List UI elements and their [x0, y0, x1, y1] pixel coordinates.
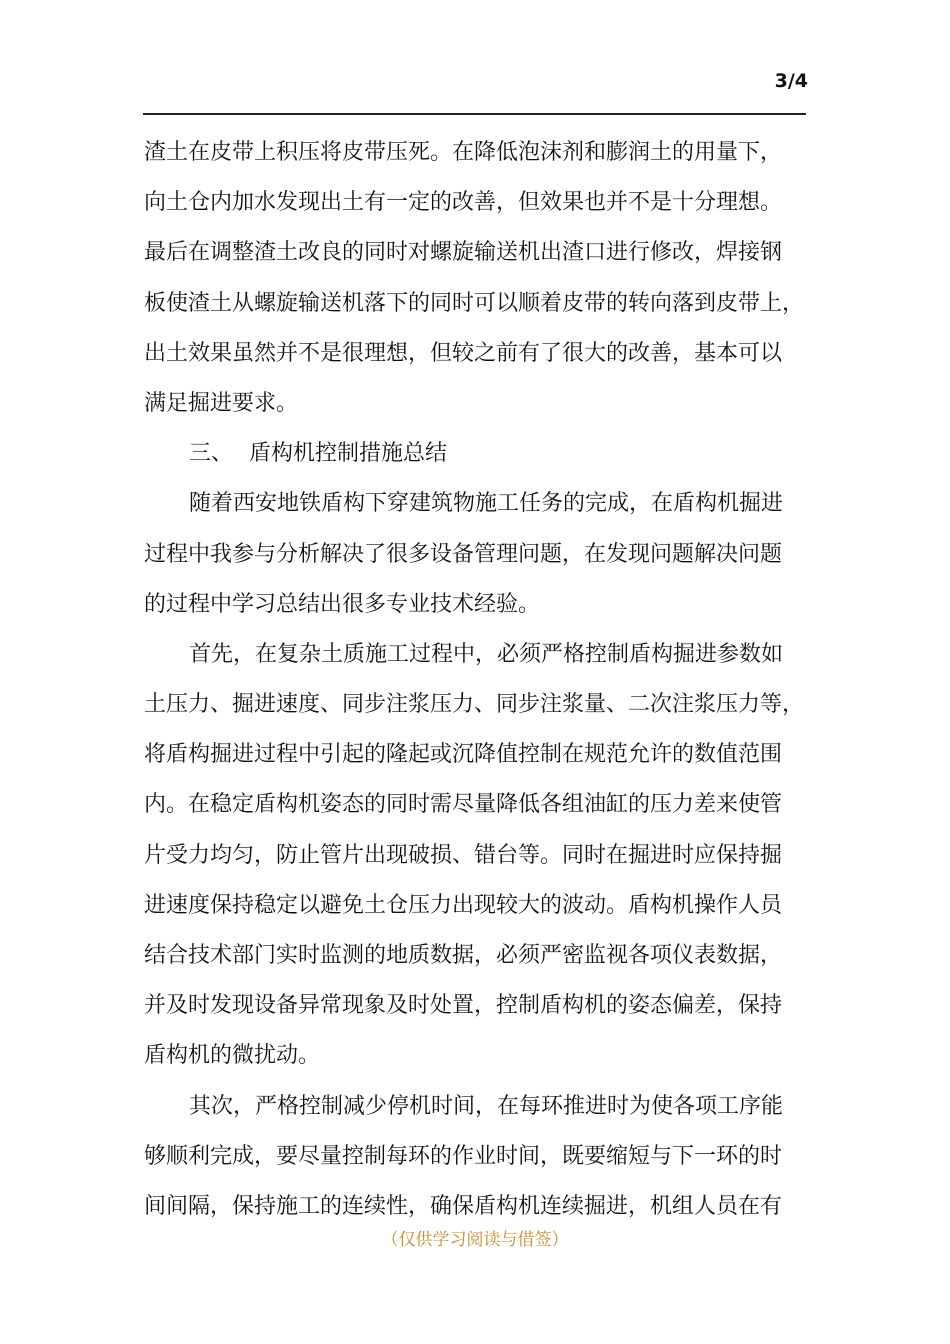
text-line: 间间隔，保持施工的连续性，确保盾构机连续掘进，机组人员在有	[144, 1193, 783, 1219]
footer-note: （仅供学习阅读与借签）	[381, 1230, 569, 1250]
document-body	[144, 128, 816, 1232]
text-line: 结合技术部门实时监测的地质数据，必须严密监视各项仪表数据，	[144, 943, 783, 968]
page-number: 3/4	[774, 70, 808, 92]
header-rule	[143, 113, 806, 115]
section-heading-title: 盾构机控制措施总结	[249, 441, 448, 467]
text-line: 满足掘进要求。	[144, 390, 299, 416]
text-line: 将盾构掘进过程中引起的隆起或沉降值控制在规范允许的数值范围	[144, 742, 783, 768]
section-heading	[144, 429, 816, 479]
text-line: 其次，严格控制减少停机时间，在每环推进时为使各项工序能	[189, 1093, 784, 1119]
paragraph-continued	[144, 128, 816, 429]
text-line: 的过程中学习总结出很多专业技术经验。	[144, 591, 541, 617]
section-heading-number: 三、	[189, 441, 234, 467]
text-line: 首先，在复杂土质施工过程中，必须严格控制盾构掘进参数如	[189, 641, 784, 667]
text-line: 板使渣土从螺旋输送机落下的同时可以顺着皮带的转向落到皮带上，	[144, 290, 805, 316]
text-line: 盾构机的微扰动。	[144, 1043, 321, 1069]
paragraph	[144, 479, 816, 630]
text-line: 出土效果虽然并不是很理想，但较之前有了很大的改善，基本可以	[144, 340, 783, 366]
text-line: 过程中我参与分析解决了很多设备管理问题，在发现问题解决问题	[144, 541, 783, 567]
text-line: 够顺利完成，要尽量控制每环的作业时间，既要缩短与下一环的时	[144, 1143, 783, 1169]
text-line: 向土仓内加水发现出土有一定的改善，但效果也并不是十分理想。	[144, 190, 783, 216]
text-line: 最后在调整渣土改良的同时对螺旋输送机出渣口进行修改，焊接钢	[144, 240, 783, 266]
text-line: 渣土在皮带上积压将皮带压死。在降低泡沫剂和膨润土的用量下，	[144, 140, 783, 165]
text-line: 内。在稳定盾构机姿态的同时需尽量降低各组油缸的压力差来使管	[144, 792, 783, 818]
text-line: 随着西安地铁盾构下穿建筑物施工任务的完成，在盾构机掘进	[189, 491, 784, 517]
text-line: 进速度保持稳定以避免土仓压力出现较大的波动。盾构机操作人员	[144, 892, 783, 918]
text-line: 片受力均匀，防止管片出现破损、错台等。同时在掘进时应保持掘	[144, 842, 783, 868]
paragraph	[144, 1082, 816, 1233]
text-line: 并及时发现设备异常现象及时处置，控制盾构机的姿态偏差，保持	[144, 993, 783, 1019]
paragraph	[144, 630, 816, 1082]
text-line: 土压力、掘进速度、同步注浆压力、同步注浆量、二次注浆压力等，	[144, 692, 805, 718]
